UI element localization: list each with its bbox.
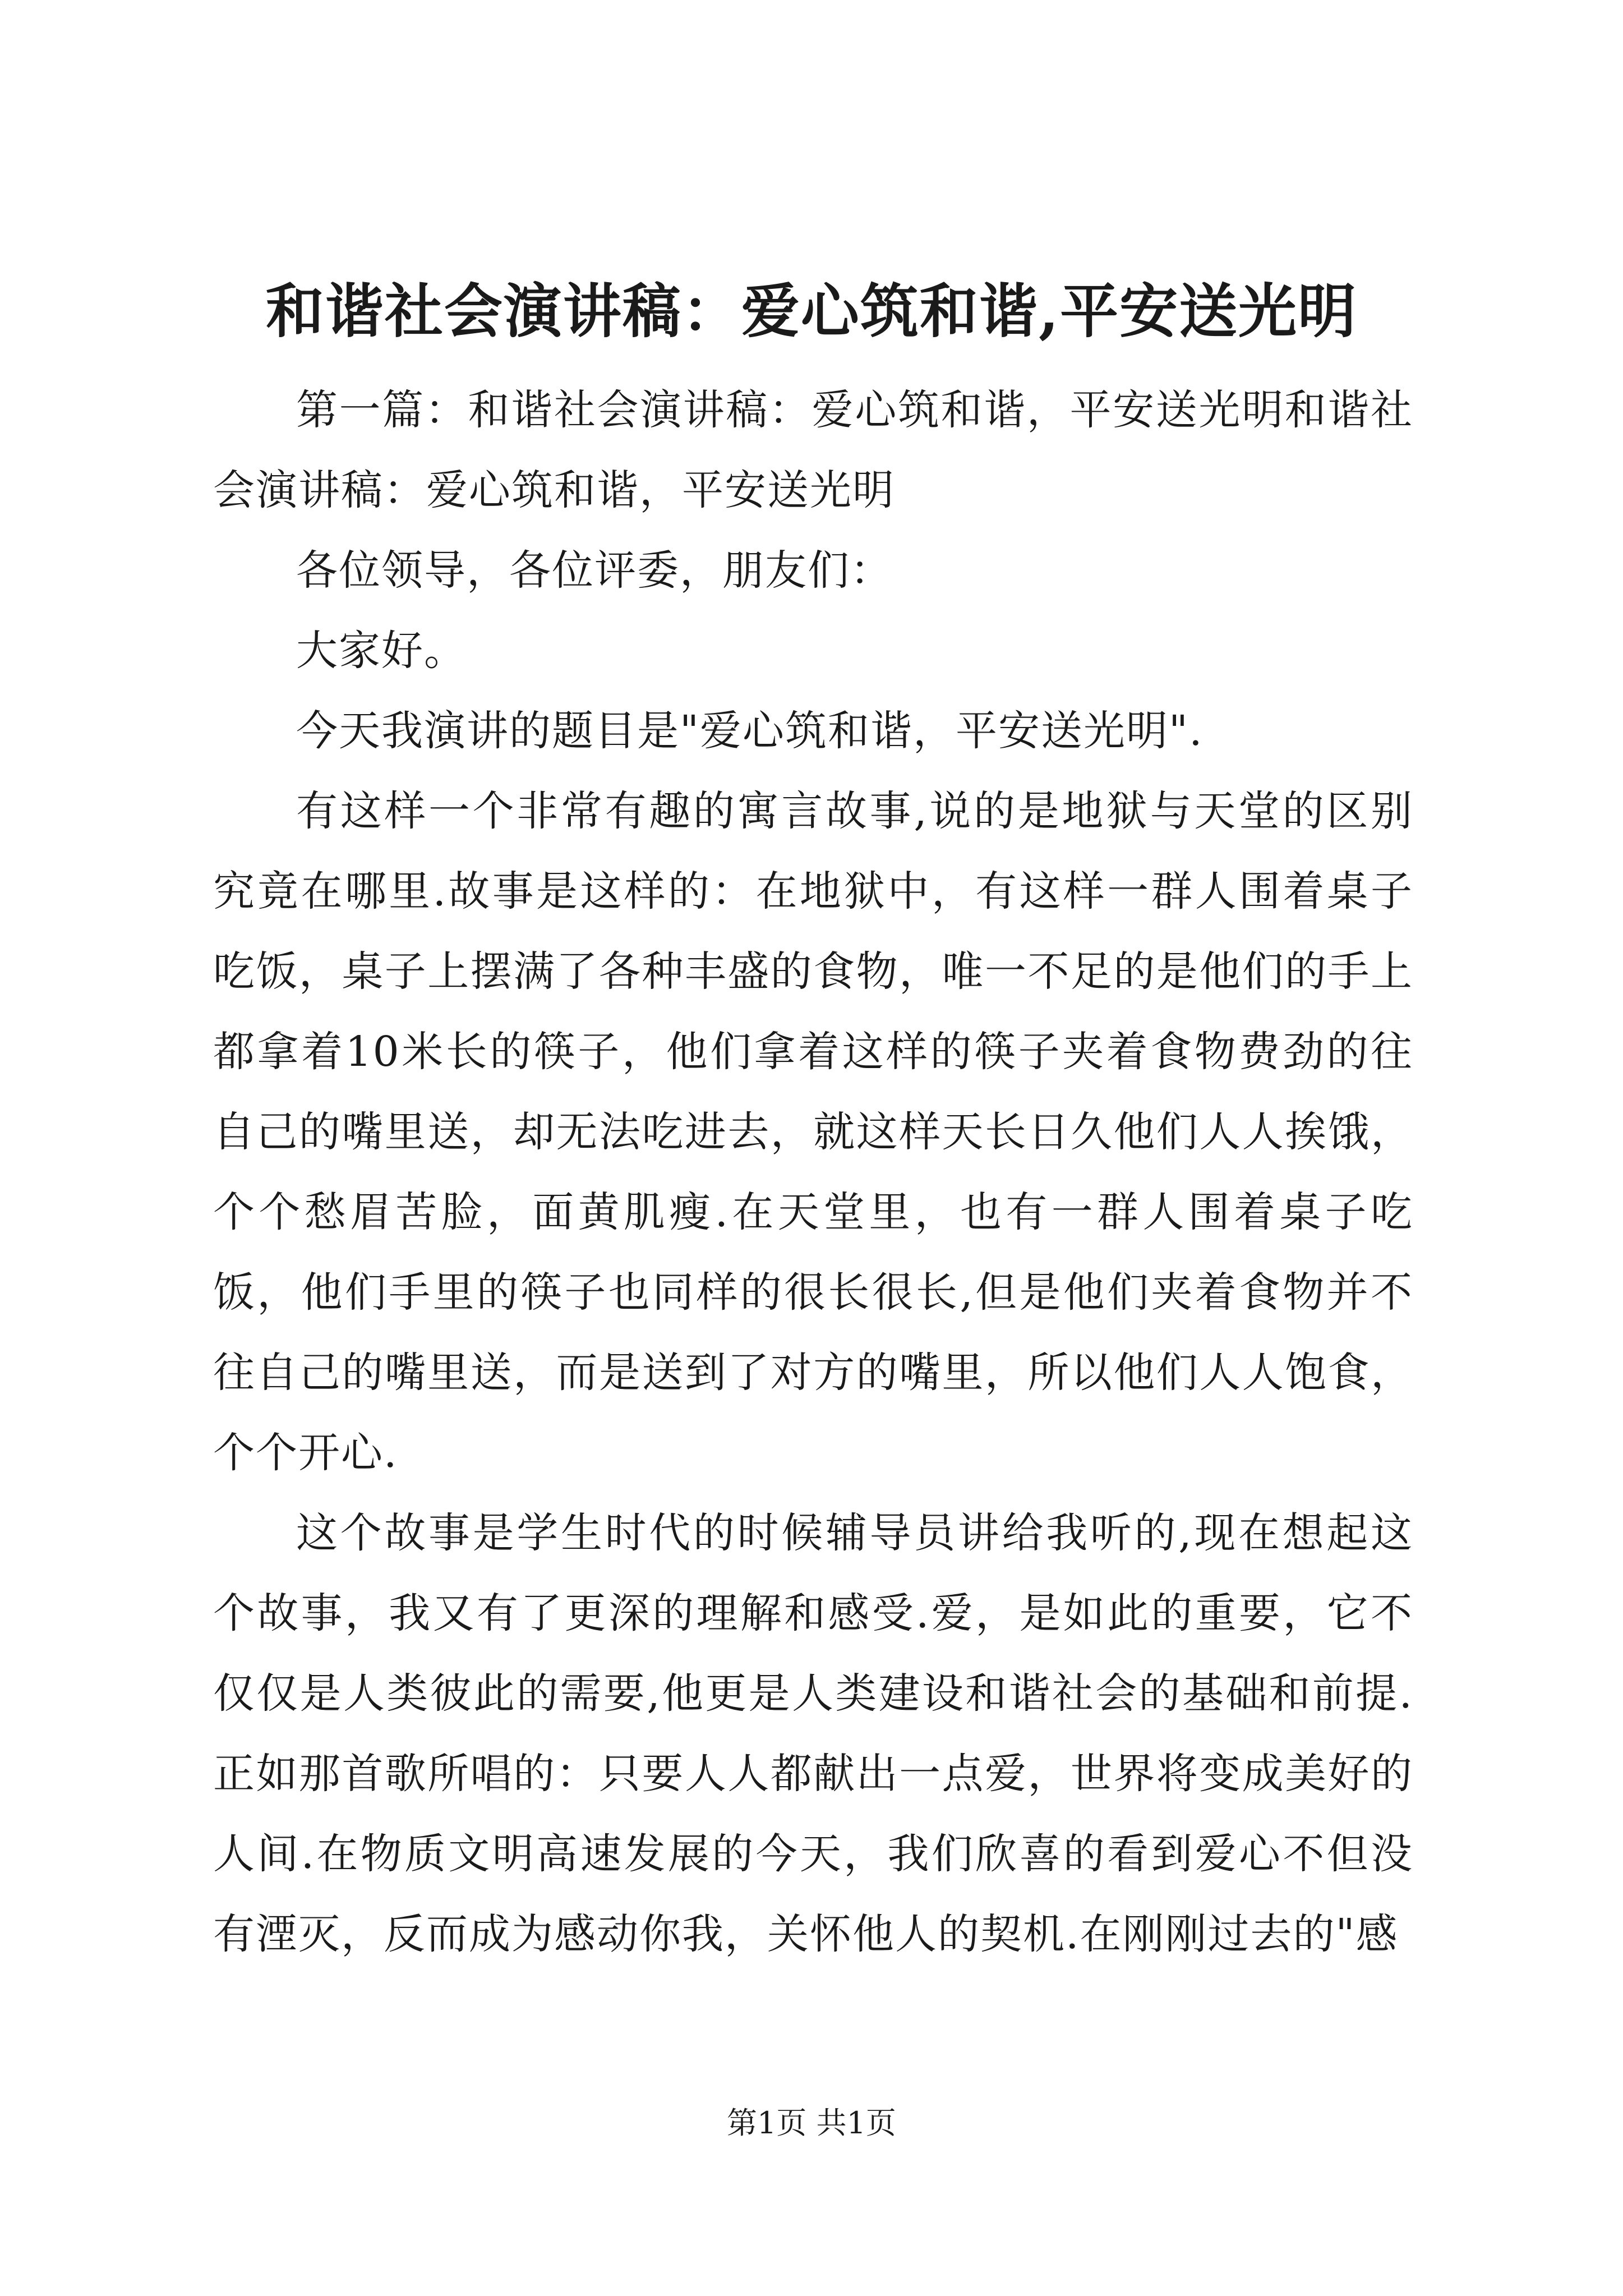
paragraph-fable: 有这样一个非常有趣的寓言故事,说的是地狱与天堂的区别究竟在哪里.故事是这样的：在地狱中，有这样一群人围着桌子吃饭，桌子上摆满了各种丰盛的食物，唯一不足的是他们的手上都拿着10米长的筷子，他们拿着这样的筷子夹着食物费劲的往自己的嘴里送，却无法吃进去，就这样天长日久他们人人挨饿，个个愁眉苦脸，面黄肌瘦.在天堂里，也有一群人围着桌子吃饭，他们手里的筷子也同样的很长很长,但是他们夹着食物并不往自己的嘴里送，而是送到了对方的嘴里，所以他们人人饱食，个个开心.: [213, 787, 1413, 1477]
paragraph-salutation: 各位领导，各位评委，朋友们：: [296, 546, 893, 595]
paragraph-heading: 第一篇：和谐社会演讲稿：爱心筑和谐，平安送光明和谐社会演讲稿：爱心筑和谐，平安送光明: [213, 386, 1413, 514]
document-title: 和谐社会演讲稿：爱心筑和谐,平安送光明: [265, 277, 1358, 346]
paragraph-reflection: 这个故事是学生时代的时候辅导员讲给我听的,现在想起这个故事，我又有了更深的理解和感受.爱，是如此的重要，它不仅仅是人类彼此的需要,他更是人类建设和谐社会的基础和前提.正如那首歌所唱的：只要人人都献出一点爱，世界将变成美好的人间.在物质文明高速发展的今天，我们欣喜的看到爱心不但没有湮灭，反而成为感动你我，关怀他人的契机.在刚刚过去的"感: [213, 1509, 1413, 1958]
paragraph-greeting: 大家好。: [296, 627, 467, 675]
page-number-footer: 第1页 共1页: [727, 2105, 896, 2141]
document-body: [213, 370, 1413, 1975]
paragraph-topic: 今天我演讲的题目是"爱心筑和谐，平安送光明".: [296, 707, 1204, 755]
